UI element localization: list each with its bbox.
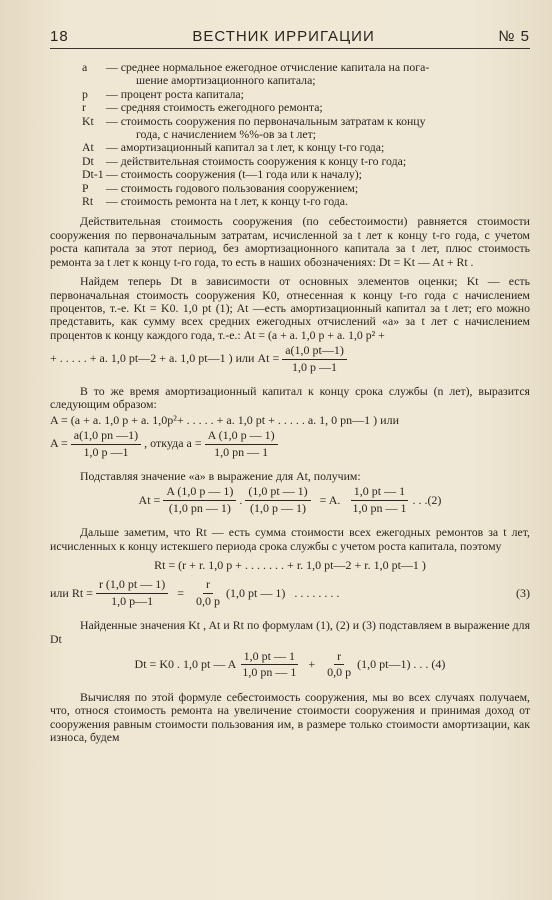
paragraph-conclusion: Вычисляя по этой формуле себестоимость сооружения, мы во всех случаях получаем, что, относя стоимость ремонта на увеличение стоимости сооружения и принимая доход от сооружения равным стоимости пользования им, в размере только стоимости амортизации, как износа, будем xyxy=(50,689,530,745)
definition-text: — стоимость сооружения по первоначальным затратам к концу xyxy=(106,113,426,128)
definition-text: — стоимость годового пользования сооружением; xyxy=(106,180,359,195)
definition-text: — стоимость ремонта на t лет, к концу t-го года. xyxy=(106,194,348,209)
paragraph-actual-cost: Действительная стоимость сооружения (по себестоимости) равняется стоимости сооружения по первоначальным затратам, исчисленной за t лет к концу t-го года, с учетом роста капитала за этот период, без амортизационного капитала за t лет, плюс стоимость ремонта за t лет к концу t-го года, то есть в наших обозначениях: Dt = Kt — At + Rt . xyxy=(50,214,530,269)
fraction-denominator: 1,0 pn — 1 xyxy=(214,444,269,459)
formula-eq: = xyxy=(177,585,185,600)
formula-3 xyxy=(50,578,530,608)
fraction xyxy=(205,429,278,459)
fraction xyxy=(239,650,299,680)
definition-symbol: At xyxy=(82,140,94,155)
formula-text: Rt = (r + r. 1,0 p + . . . . . . . + r. 1,0 pt—2 + r. 1,0 pt—1 ) xyxy=(154,558,426,572)
definition-continuation: года, с начислением %%-ов за t лет; xyxy=(136,127,317,142)
formula-repairs-sum xyxy=(50,559,530,572)
fraction xyxy=(163,485,236,515)
issue-number: № 5 xyxy=(498,28,530,45)
formula-lhs: At = xyxy=(138,492,161,507)
definition-text: — амортизационный капитал за t лет, к концу t-го года; xyxy=(106,140,385,155)
paragraph-repairs: Дальше заметим, что Rt — есть сумма стоимости всех ежегодных ремонтов за t лет, исчисленных к концу истекшего периода срока службы с учетом роста капитала, поэтому xyxy=(50,525,530,553)
fraction-denominator: 0,0 p xyxy=(327,665,352,680)
formula-lhs: Dt = K0 . 1,0 pt — A xyxy=(134,657,237,672)
formula-tag: . . .(2) xyxy=(412,492,442,507)
fraction-numerator: a(1,0 pn —1) xyxy=(71,429,141,444)
paragraph-substitution: Подставляя значение «a» в выражение для At, получим: xyxy=(80,468,361,483)
definition-text: — стоимость сооружения (t—1 года или к началу); xyxy=(106,167,362,182)
fraction xyxy=(96,578,168,608)
fraction xyxy=(324,650,354,680)
formula-lhs: A = xyxy=(50,436,68,451)
fraction-numerator: r xyxy=(203,578,213,593)
definition-item xyxy=(82,182,520,195)
formula-text: A = (a + a. 1,0 p + a. 1,0p²+ . . . . . + a. 1,0 pt + . . . . . a. 1, 0 pn—1 ) или xyxy=(50,412,399,427)
formula-plus: + xyxy=(308,657,316,672)
page-number: 18 xyxy=(50,28,69,45)
definition-text: — средняя стоимость ежегодного ремонта; xyxy=(106,100,323,115)
fraction xyxy=(282,344,347,374)
fraction-denominator: (1,0 pn — 1) xyxy=(168,500,231,515)
formula-a-value xyxy=(50,429,530,459)
fraction-denominator: 1,0 p —1 xyxy=(292,359,338,374)
fraction-numerator: 1,0 pt — 1 xyxy=(351,485,408,500)
fraction xyxy=(71,429,141,459)
paragraph-find-dt: Найдем теперь Dt в зависимости от основных элементов оценки; Kt — есть первоначальная стоимость сооружения K0, отнесенная к концу t-го года с начислением процентов, т.-е. Kt = K0. 1,0 pt (1); At —есть амортизационный капитал за t лет; его можно представить, как сумму всех средних ежегодных отчислений «a» за t лет с начислением процентов к концу каждого года, т.-е.: At = (a + a. 1,0 p + a. 1,0 p² + xyxy=(50,274,530,342)
fraction-numerator: (1,0 pt — 1) xyxy=(245,485,310,500)
formula-amortization-n xyxy=(50,414,530,427)
fraction-denominator: 0,0 p xyxy=(196,593,221,608)
definition-symbol: Dt-1 xyxy=(82,167,104,182)
formula-2 xyxy=(50,485,530,515)
definition-symbol: r xyxy=(82,100,86,115)
page-header xyxy=(50,28,530,49)
definition-item xyxy=(82,88,520,101)
definition-item xyxy=(82,61,520,88)
fraction-numerator: r xyxy=(334,650,344,665)
formula-dot: . xyxy=(239,492,243,507)
fraction-numerator: r (1,0 pt — 1) xyxy=(96,578,168,593)
definitions-list xyxy=(82,61,520,208)
definition-symbol: Dt xyxy=(82,153,94,168)
fraction-numerator: 1,0 pt — 1 xyxy=(241,650,298,665)
definition-item xyxy=(82,115,520,142)
definition-symbol: p xyxy=(82,86,88,101)
formula-4 xyxy=(50,650,530,680)
fraction xyxy=(193,578,223,608)
definition-symbol: Kt xyxy=(82,113,94,128)
definition-item xyxy=(82,168,520,181)
formula-amortization-sum xyxy=(50,344,530,374)
fraction xyxy=(349,485,409,515)
formula-mid: , откуда a = xyxy=(144,436,202,451)
definition-item xyxy=(82,141,520,154)
formula-mid: = A. xyxy=(319,492,341,507)
definition-continuation: шение амортизационного капитала; xyxy=(136,73,316,88)
definition-item xyxy=(82,155,520,168)
paragraph-service-life: В то же время амортизационный капитал к концу срока службы (n лет), выразится следующим образом: xyxy=(50,383,530,412)
definition-text: — среднее нормальное ежегодное отчисление капитала на пога- xyxy=(106,60,430,74)
paragraph-found-values: Найденные значения Kt , At и Rt по формулам (1), (2) и (3) подставляем в выражение для Dt xyxy=(50,618,530,646)
fraction-numerator: A (1,0 p — 1) xyxy=(205,429,278,444)
journal-title: ВЕСТНИК ИРРИГАЦИИ xyxy=(192,28,375,45)
definition-text: — процент роста капитала; xyxy=(106,86,244,101)
definition-symbol: P xyxy=(82,180,89,195)
fraction-denominator: 1,0 p—1 xyxy=(111,593,154,608)
formula-lhs: или Rt = xyxy=(50,585,93,600)
fraction-numerator: a(1,0 pt—1) xyxy=(282,344,347,359)
definition-symbol: Rt xyxy=(82,194,94,209)
formula-rest: (1,0 pt — 1) . . . . . . . . xyxy=(226,585,340,600)
fraction-numerator: A (1,0 p — 1) xyxy=(163,485,236,500)
definition-item xyxy=(82,101,520,114)
fraction-denominator: 1,0 pn — 1 xyxy=(242,665,297,680)
formula-rest: (1,0 pt—1) . . . (4) xyxy=(357,657,446,672)
definition-item xyxy=(82,195,520,208)
formula-lhs: + . . . . . + a. 1,0 pt—2 + a. 1,0 pt—1 ) или At = xyxy=(50,351,280,366)
definition-text: — действительная стоимость сооружения к концу t-го года; xyxy=(106,153,407,168)
fraction xyxy=(245,485,310,515)
definition-symbol: a xyxy=(82,60,88,74)
fraction-denominator: 1,0 p —1 xyxy=(83,444,129,459)
fraction-denominator: (1,0 p — 1) xyxy=(249,500,306,515)
fraction-denominator: 1,0 pn — 1 xyxy=(352,500,407,515)
formula-tag: (3) xyxy=(516,585,530,600)
